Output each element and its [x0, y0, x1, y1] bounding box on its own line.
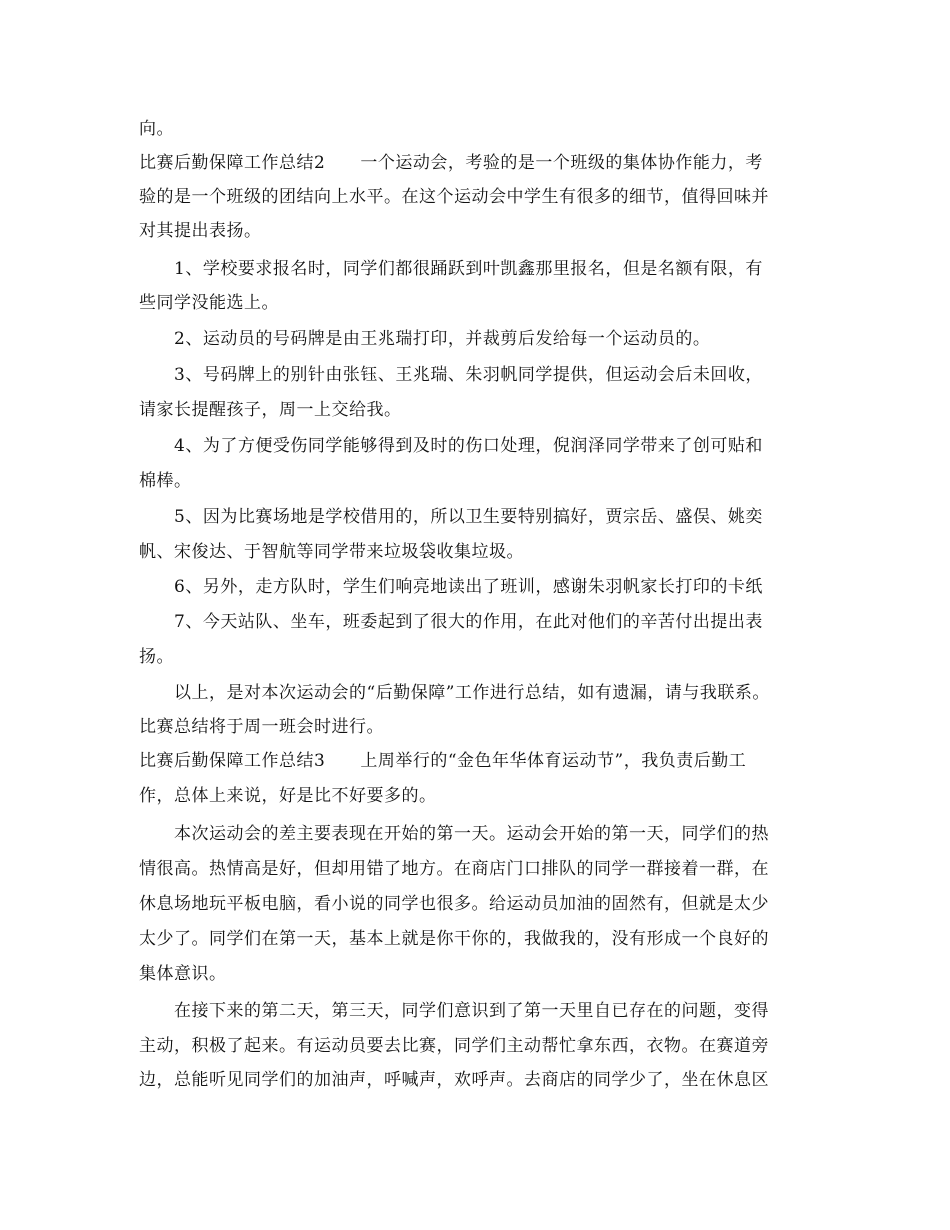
text-line: 验的是一个班级的团结向上水平。在这个运动会中学生有很多的细节，值得回味并	[139, 187, 769, 207]
paragraph-line: 本次运动会的差主要表现在开始的第一天。运动会开始的第一天，同学们的热	[174, 824, 769, 844]
list-item: 3、号码牌上的别针由张钰、王兆瑞、朱羽帆同学提供，但运动会后未回收，	[174, 365, 763, 385]
list-item: 7、今天站队、坐车，班委起到了很大的作用，在此对他们的辛苦付出提出表	[174, 612, 763, 632]
list-item: 5、因为比赛场地是学校借用的，所以卫生要特别搞好，贾宗岳、盛俣、姚奕	[174, 507, 763, 527]
list-item: 6、另外，走方队时，学生们响亮地读出了班训，感谢朱羽帆家长打印的卡纸	[174, 577, 763, 597]
section-heading-line: 比赛后勤保障工作总结2 一个运动会，考验的是一个班级的集体协作能力，考	[139, 153, 763, 173]
list-item: 1、学校要求报名时，同学们都很踊跃到叶凯鑫那里报名，但是名额有限，有	[174, 259, 763, 279]
text-line: 情很高。热情高是好，但却用错了地方。在商店门口排队的同学一群接着一群，在	[139, 859, 769, 879]
list-item: 4、为了方便受伤同学能够得到及时的伤口处理，倪润泽同学带来了创可贴和	[174, 436, 763, 456]
section-heading-line: 比赛后勤保障工作总结3 上周举行的“金色年华体育运动节”，我负责后勤工	[139, 751, 747, 771]
text-line: 些同学没能选上。	[139, 293, 279, 313]
text-line: 主动，积极了起来。有运动员要去比赛，同学们主动帮忙拿东西，衣物。在赛道旁	[139, 1036, 769, 1056]
text-line: 比赛总结将于周一班会时进行。	[139, 717, 384, 737]
text-line: 边，总能听见同学们的加油声，呼喊声，欢呼声。去商店的同学少了，坐在休息区	[139, 1070, 769, 1090]
text-line: 太少了。同学们在第一天，基本上就是你干你的，我做我的，没有形成一个良好的	[139, 929, 769, 949]
text-line: 作，总体上来说，好是比不好要多的。	[139, 786, 437, 806]
paragraph-line: 在接下来的第二天，第三天，同学们意识到了第一天里自已存在的问题，变得	[174, 1001, 769, 1021]
paragraph-line: 以上，是对本次运动会的“后勤保障”工作进行总结，如有遗漏，请与我联系。	[174, 683, 770, 703]
text-line: 棉棒。	[139, 471, 192, 491]
text-line: 帆、宋俊达、于智航等同学带来垃圾袋收集垃圾。	[139, 542, 524, 562]
text-line: 向。	[139, 119, 174, 139]
text-line: 集体意识。	[139, 964, 227, 984]
text-line: 对其提出表扬。	[139, 221, 262, 241]
list-item: 2、运动员的号码牌是由王兆瑞打印，并裁剪后发给每一个运动员的。	[174, 329, 711, 349]
text-line: 休息场地玩平板电脑，看小说的同学也很多。给运动员加油的固然有，但就是太少	[139, 894, 769, 914]
text-line: 请家长提醒孩子，周一上交给我。	[139, 400, 402, 420]
text-line: 扬。	[139, 647, 174, 667]
